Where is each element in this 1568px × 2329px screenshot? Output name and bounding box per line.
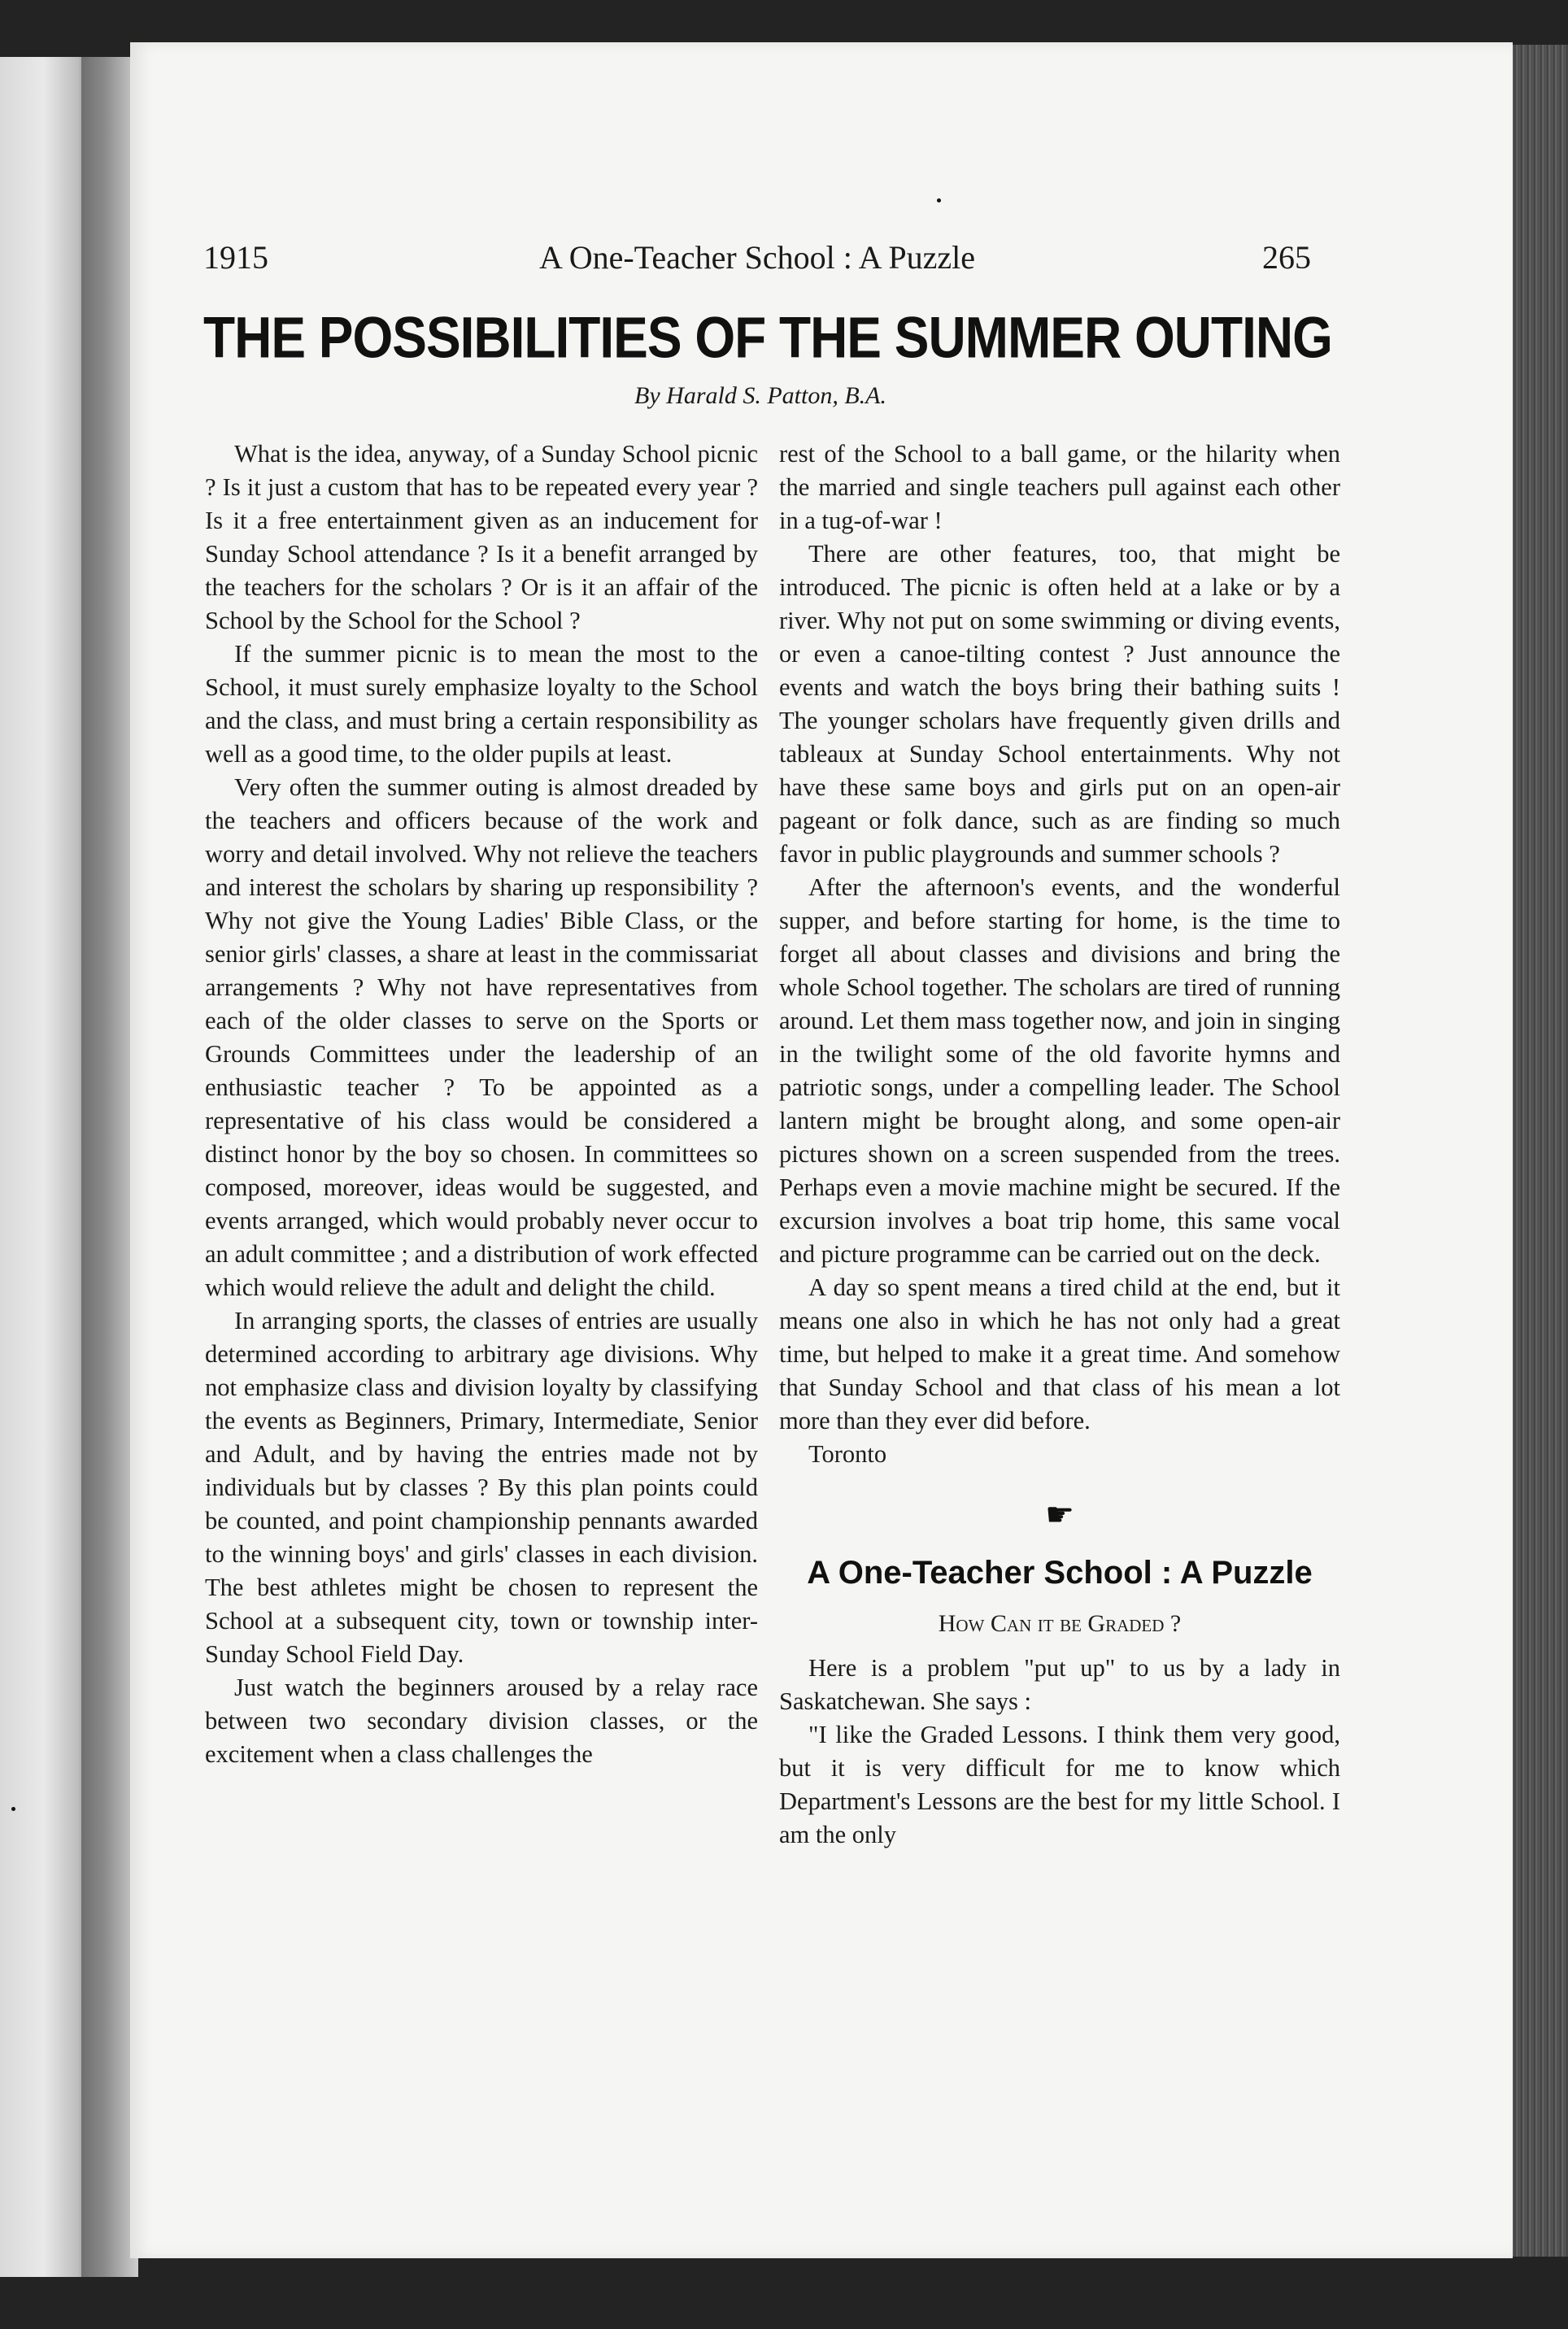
paragraph: Just watch the beginners aroused by a relay race between two secondary division classes, or the excitement when a class challenges the: [205, 1674, 758, 1768]
section-title: A One-Teacher School : A Puzzle: [807, 1555, 1313, 1591]
paragraph: In arranging sports, the classes of entries are usually determined according to arbitrary age divisions. Why not emphasize class and division loyalty by classifying the events as Beginners, Primary, Intermediate, Senior and Adult, and by having the entries made not by individuals but by classes ? By this plan points could be counted, and point championship pennants awarded to the winning boys' and girls' classes in each division. The best athletes might be chosen to represent the School at a subsequent city, town or township inter-Sunday School Field Day.: [205, 1307, 758, 1668]
paragraph: If the summer picnic is to mean the most to the School, it must surely emphasize loyalty to the School and the class, and must bring a certain responsibility as well as a good time, to the older pupils at least.: [205, 640, 758, 768]
paragraph: What is the idea, anyway, of a Sunday School picnic ? Is it just a custom that has to be repeated every year ? Is it a free entertainment given as an inducement for Sunday School attendance ? Is it a benefit arranged by the teachers for the scholars ? Or is it an affair of the School by the School for the School ?: [205, 440, 758, 634]
left-text-column: [205, 438, 758, 1771]
paragraph: A day so spent means a tired child at the end, but it means one also in which he has not only had a great time, but helped to make it a great time. And somehow that Sunday School and that class of his mean a lot more than they ever did before.: [779, 1273, 1340, 1434]
paragraph: rest of the School to a ball game, or the hilarity when the married and single teachers pull against each other in a tug-of-war !: [779, 440, 1340, 534]
header-year: 1915: [203, 239, 268, 276]
header-running-title: A One-Teacher School : A Puzzle: [539, 239, 975, 276]
right-text-column: [779, 438, 1340, 1852]
pointing-hand-icon: ☛: [1045, 1496, 1074, 1533]
paragraph: Very often the summer outing is almost dreaded by the teachers and officers because of the work and worry and detail involved. Why not relieve the teachers and interest the scholars by sharing up responsibility ? Why not give the Young Ladies' Bible Class, or the senior girls' classes, a share at least in the commissariat arrangements ? Why not have representatives from each of the older classes to serve on the Sports or Grounds Committees under the leadership of an enthusiastic teacher ? To be appointed as a representative of his class would be considered a distinct honor by the boy so chosen. In committees so composed, moreover, ideas would be suggested, and events arranged, which would probably never occur to an adult committee ; and a distribution of work effected which would relieve the adult and delight the child.: [205, 773, 758, 1301]
dust-speck: [937, 198, 941, 202]
paragraph: After the afternoon's events, and the wonderful supper, and before starting for home, is the time to forget all about classes and divisions and bring the whole School together. The scholars are tired of running around. Let them mass together now, and join in singing in the twilight some of the old favorite hymns and patriotic songs, under a compelling leader. The School lantern might be brought along, and some open-air pictures shown on a screen suspended from the trees. Perhaps even a movie machine might be secured. If the excursion involves a boat trip home, this same vocal and picture programme can be carried out on the deck.: [779, 873, 1340, 1268]
paragraph: "I like the Graded Lessons. I think them very good, but it is very difficult for me to know which Department's Lessons are the best for my little School. I am the only: [779, 1721, 1340, 1848]
article-byline: By Harald S. Patton, B.A.: [634, 382, 886, 409]
section-subtitle: How Can it be Graded ?: [938, 1610, 1182, 1637]
paragraph: Here is a problem "put up" to us by a lady in Saskatchewan. She says :: [779, 1654, 1340, 1715]
article-title: THE POSSIBILITIES OF THE SUMMER OUTING: [203, 304, 1332, 371]
page-number: 265: [1262, 239, 1311, 276]
paragraph: There are other features, too, that might be introduced. The picnic is often held at a lake or by a river. Why not put on some swimming or diving events, or even a canoe-tilting contest ? Just announce the events and watch the boys bring their bathing suits ! The younger scholars have frequently given drills and tableaux at Sunday School entertainments. Why not have these same boys and girls put on an open-air pageant or folk dance, such as are finding so much favor in public playgrounds and summer schools ?: [779, 540, 1340, 868]
dust-speck: [11, 1807, 15, 1811]
running-header: [203, 238, 1311, 287]
article-signoff: Toronto: [808, 1440, 887, 1468]
